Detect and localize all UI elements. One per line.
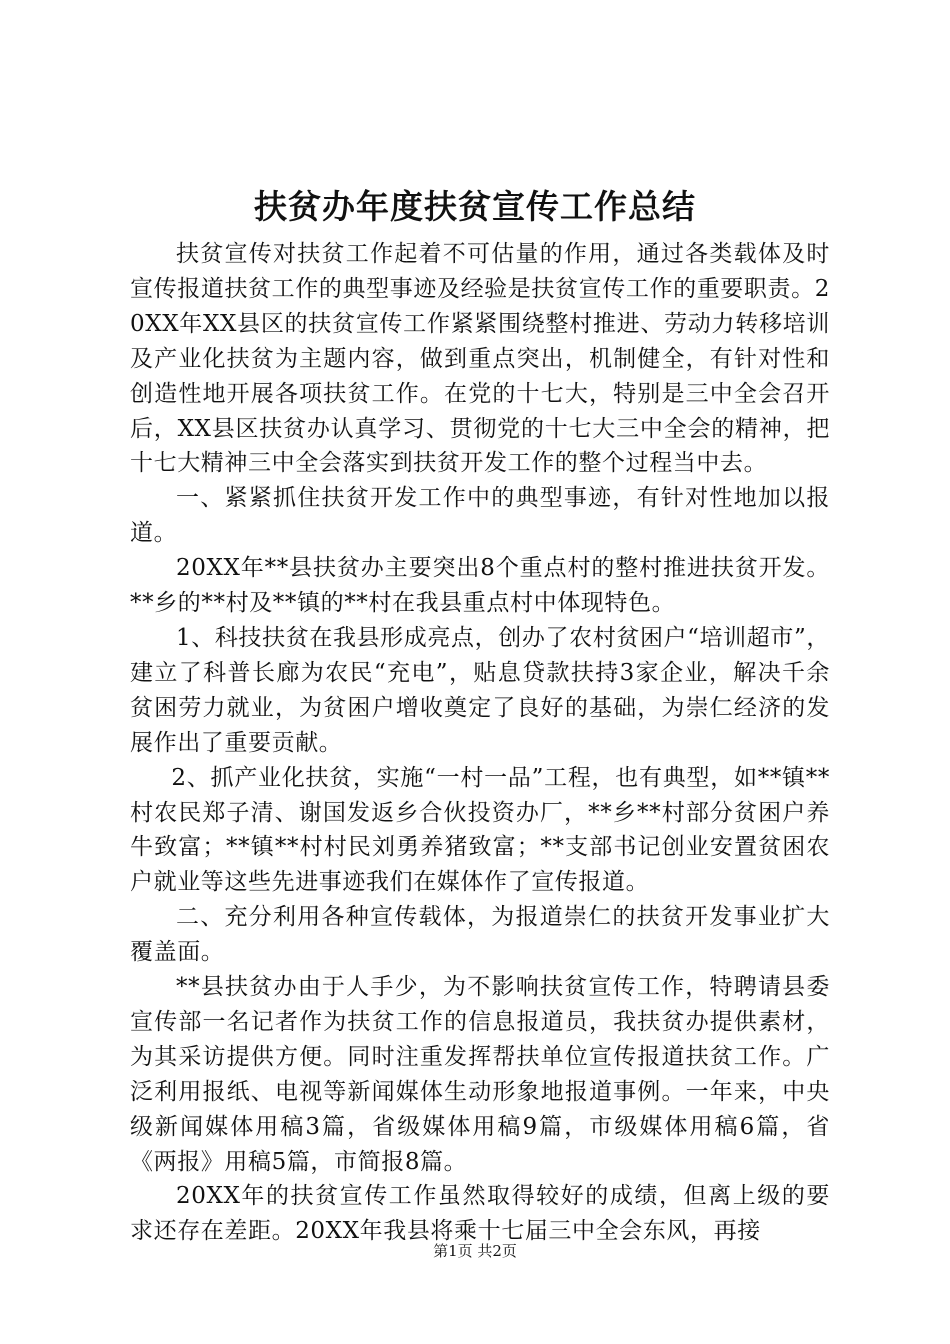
paragraph-item-two: 2、抓产业化扶贫，实施“一村一品”工程，也有典型，如**镇**村农民郑子清、谢国发返乡合伙投资办厂，**乡**村部分贫困户养牛致富；**镇**村村民刘勇养猪致富；**支部书记创业安置贫困农户就业等这些先进事迹我们在媒体作了宣传报道。 [130,764,830,896]
paragraph-section-two-heading: 二、充分利用各种宣传载体，为报道崇仁的扶贫开发事业扩大覆盖面。 [130,904,830,966]
paragraph-key-villages: 20XX年**县扶贫办主要突出8个重点村的整村推进扶贫开发。**乡的**村及**镇的**村在我县重点村中体现特色。 [130,555,830,617]
paragraph-item-one: 1、科技扶贫在我县形成亮点，创办了农村贫困户“培训超市”，建立了科普长廊为农民“充电”，贴息贷款扶持3家企业，解决千余贫困劳力就业，为贫困户增收奠定了良好的基础，为崇仁经济的发展作出了重要贡献。 [130,624,830,756]
document-body [130,237,830,1249]
paragraph-media-coverage: **县扶贫办由于人手少，为不影响扶贫宣传工作，特聘请县委宣传部一名记者作为扶贫工作的信息报道员，我扶贫办提供素材，为其采访提供方便。同时注重发挥帮扶单位宣传报道扶贫工作。广泛利用报纸、电视等新闻媒体生动形象地报道事例。一年来，中央级新闻媒体用稿3篇，省级媒体用稿9篇，市级媒体用稿6篇，省《两报》用稿5篇，市简报8篇。 [130,974,830,1175]
paragraph-section-one-heading: 一、紧紧抓住扶贫开发工作中的典型事迹，有针对性地加以报道。 [130,485,830,547]
paragraph-outlook: 20XX年的扶贫宣传工作虽然取得较好的成绩，但离上级的要求还存在差距。20XX年我县将乘十七届三中全会东风，再接 [130,1183,830,1245]
document-title: 扶贫办年度扶贫宣传工作总结 [254,187,696,226]
paragraph-intro: 扶贫宣传对扶贫工作起着不可估量的作用，通过各类载体及时宣传报道扶贫工作的典型事迹及经验是扶贫宣传工作的重要职责。20XX年XX县区的扶贫宣传工作紧紧围绕整村推进、劳动力转移培训及产业化扶贫为主题内容，做到重点突出，机制健全，有针对性和创造性地开展各项扶贫工作。在党的十七大，特别是三中全会召开后，XX县区扶贫办认真学习、贯彻党的十七大三中全会的精神，把十七大精神三中全会落实到扶贫开发工作的整个过程当中去。 [130,241,830,477]
page-footer: 第1页 共2页 [433,1242,517,1260]
